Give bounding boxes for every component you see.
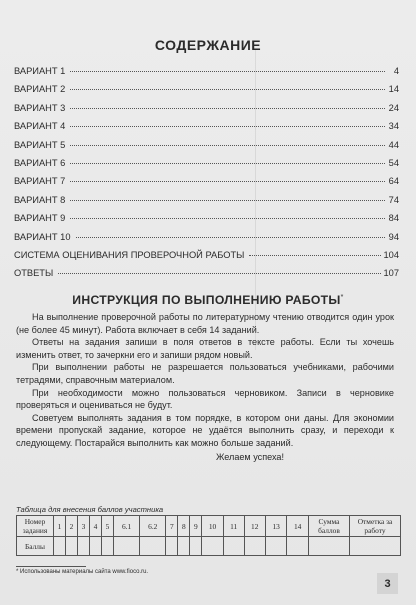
toc-page: 107 [383, 268, 399, 279]
toc-row[interactable] [14, 232, 399, 250]
toc-row[interactable] [14, 121, 399, 139]
toc-label: ВАРИАНТ 6 [14, 157, 66, 168]
points-cell[interactable] [90, 537, 102, 556]
task-number-label: Номер задания [17, 516, 54, 537]
toc-leader [58, 273, 381, 274]
points-cell[interactable] [102, 537, 114, 556]
toc-title: СОДЕРЖАНИЕ [154, 37, 262, 53]
toc-label: ВАРИАНТ 8 [14, 194, 66, 205]
page-number: 3 [377, 573, 398, 594]
toc-page: 74 [388, 194, 399, 205]
points-cell[interactable] [54, 537, 66, 556]
toc-page: 4 [393, 66, 399, 76]
points-cell[interactable] [78, 537, 90, 556]
toc-leader [70, 71, 385, 72]
score-table-caption: Таблица для внесения баллов участника [16, 505, 164, 514]
toc-label: ВАРИАНТ 1 [14, 66, 66, 76]
task-number-cell: 14 [287, 516, 309, 537]
points-cell[interactable] [114, 537, 140, 556]
task-number-cell: 3 [78, 516, 90, 537]
instruction-paragraph: Ответы на задания запиши в поля ответов в тексте работы. Если ты хочешь изменить ответ, то зачеркни его и запиши рядом новый. [16, 337, 394, 360]
instructions-body [16, 311, 394, 463]
task-number-cell: 8 [178, 516, 190, 537]
task-number-cell: 11 [223, 516, 244, 537]
task-number-cell: 9 [190, 516, 202, 537]
toc-page: 104 [383, 249, 399, 260]
toc-page: 44 [388, 139, 399, 150]
points-cell[interactable] [66, 537, 78, 556]
toc-leader [70, 181, 385, 182]
toc-leader [76, 237, 386, 238]
toc-page: 84 [388, 213, 399, 224]
instructions-title-text: ИНСТРУКЦИЯ ПО ВЫПОЛНЕНИЮ РАБОТЫ [72, 293, 341, 307]
points-cell[interactable] [178, 537, 190, 556]
toc-row[interactable] [14, 66, 399, 84]
toc-leader [70, 200, 385, 201]
points-cell[interactable] [265, 537, 286, 556]
toc-leader [70, 89, 385, 90]
toc-row[interactable] [14, 140, 399, 158]
toc-leader [70, 108, 385, 109]
toc-label: ВАРИАНТ 4 [14, 121, 66, 132]
points-cell[interactable] [287, 537, 309, 556]
toc-label: СИСТЕМА ОЦЕНИВАНИЯ ПРОВЕРОЧНОЙ РАБОТЫ [14, 249, 245, 260]
toc-label: ВАРИАНТ 3 [14, 102, 66, 113]
toc-page: 34 [388, 121, 399, 132]
instruction-paragraph: При необходимости можно пользоваться черновиком. Записи в черновике проверяться и оцениваться не будут. [16, 387, 394, 411]
task-number-cell: 6.1 [114, 516, 140, 537]
instruction-paragraph: На выполнение проверочной работы по литературному чтению отводится один урок (не более 45 минут). Работа включает в себя 14 заданий. [16, 312, 394, 335]
toc-label: ВАРИАНТ 10 [14, 231, 71, 242]
task-number-cell: 10 [202, 516, 223, 537]
task-number-cell: 1 [54, 516, 66, 537]
footnote-divider [16, 566, 86, 567]
toc-label: ОТВЕТЫ [14, 268, 54, 279]
footnote: * Использованы материалы сайта www.fioco.ru. [16, 569, 149, 575]
toc-page: 94 [388, 231, 399, 242]
task-number-cell: 4 [90, 516, 102, 537]
toc-row[interactable] [14, 268, 399, 286]
points-cell[interactable] [190, 537, 202, 556]
points-cell[interactable] [202, 537, 223, 556]
footnote-mark: * [340, 293, 344, 301]
score-table [16, 515, 401, 556]
toc-row[interactable] [14, 250, 399, 268]
sum-cell[interactable] [309, 537, 350, 556]
instruction-paragraph: Советуем выполнять задания в том порядке, в котором они даны. Для экономии времени пропускай задание, которое не удаётся выполнить сразу, и переходи к следующему. Постарайся выполнить как можно больше заданий. [16, 412, 394, 448]
toc-page: 54 [388, 157, 399, 168]
toc-label: ВАРИАНТ 7 [14, 176, 66, 187]
toc-row[interactable] [14, 213, 399, 231]
toc-leader [70, 145, 385, 146]
task-number-cell: 7 [166, 516, 178, 537]
sum-label: Сумма баллов [309, 516, 350, 537]
points-cell[interactable] [140, 537, 166, 556]
toc-page: 64 [388, 176, 399, 187]
mark-cell[interactable] [350, 537, 401, 556]
points-cell[interactable] [223, 537, 244, 556]
score-table-points-row [17, 537, 401, 556]
task-number-cell: 13 [265, 516, 286, 537]
toc-row[interactable] [14, 158, 399, 176]
toc-label: ВАРИАНТ 9 [14, 213, 66, 224]
toc-row[interactable] [14, 84, 399, 102]
task-number-cell: 5 [102, 516, 114, 537]
toc-page: 24 [388, 102, 399, 113]
points-label: Баллы [17, 537, 54, 556]
task-number-cell: 6.2 [140, 516, 166, 537]
toc-page: 14 [388, 84, 399, 95]
toc-leader [249, 255, 381, 256]
toc-row[interactable] [14, 176, 399, 194]
instruction-paragraph: При выполнении работы не разрешается пользоваться учебниками, рабочими тетрадями, справочным материалом. [16, 362, 394, 385]
table-of-contents [14, 66, 399, 287]
toc-row[interactable] [14, 103, 399, 121]
points-cell[interactable] [166, 537, 178, 556]
points-cell[interactable] [244, 537, 265, 556]
score-table-header-row [17, 516, 401, 537]
toc-label: ВАРИАНТ 5 [14, 139, 66, 150]
toc-leader [70, 218, 385, 219]
task-number-cell: 2 [66, 516, 78, 537]
good-luck-wish: Желаем успеха! [215, 451, 285, 462]
task-number-cell: 12 [244, 516, 265, 537]
mark-label: Отметка за работу [350, 516, 401, 537]
toc-label: ВАРИАНТ 2 [14, 84, 66, 95]
instructions-title [0, 293, 416, 307]
toc-leader [70, 126, 385, 127]
toc-leader [70, 163, 385, 164]
toc-row[interactable] [14, 195, 399, 213]
